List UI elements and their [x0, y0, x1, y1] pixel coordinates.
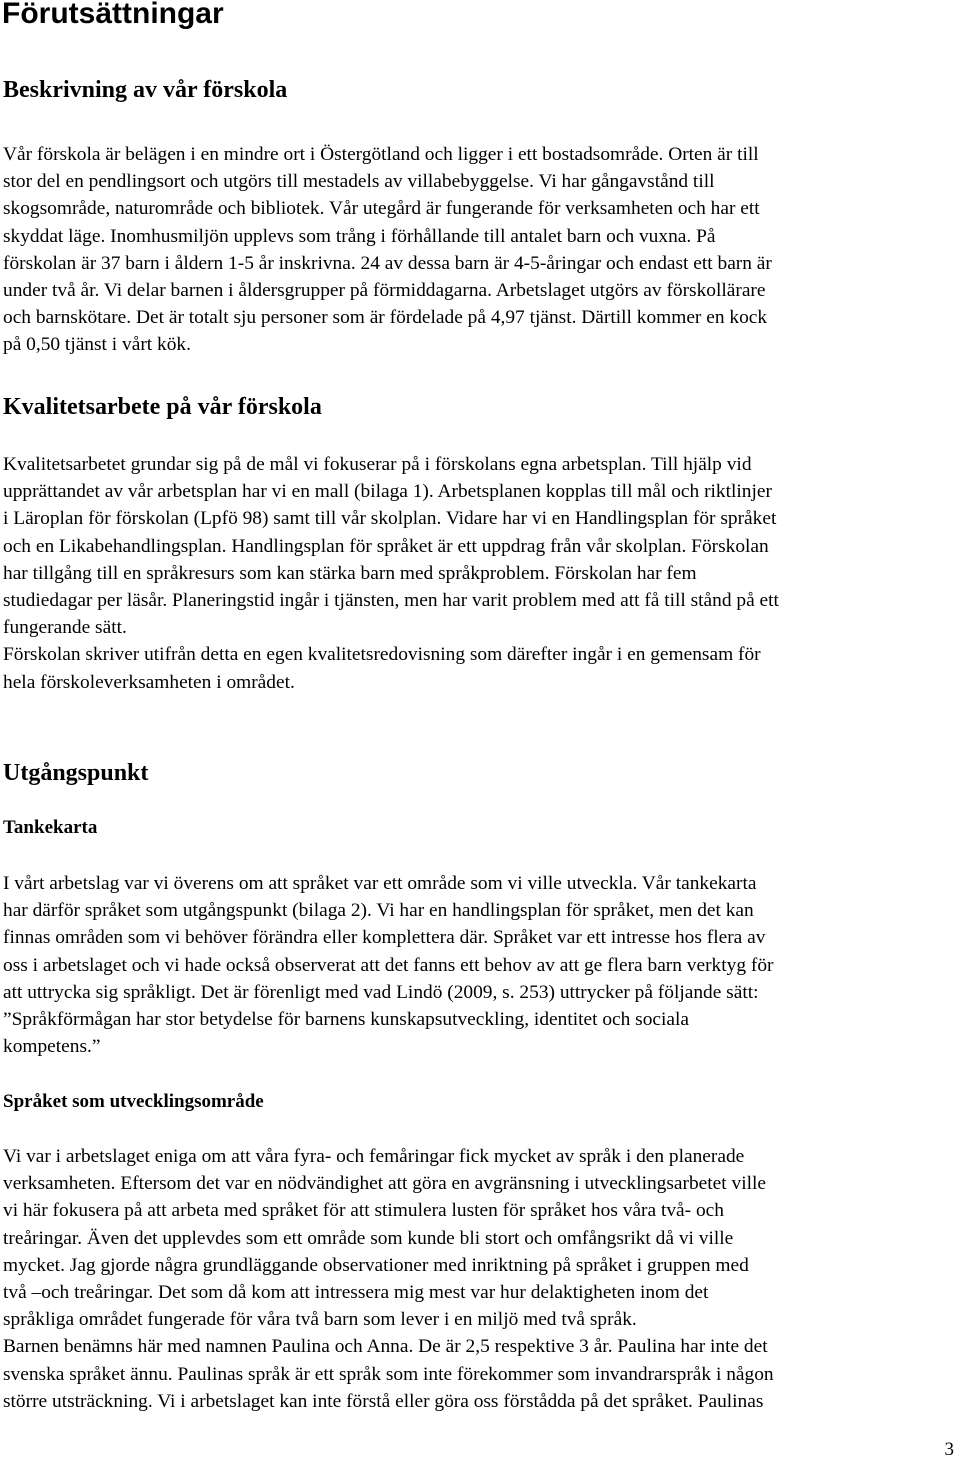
- paragraph-line: har tillgång till en språkresurs som kan stärka barn med språkproblem. Förskolan har fem: [3, 562, 697, 584]
- paragraph-line: Vår förskola är belägen i en mindre ort i Östergötland och ligger i ett bostadsområde. Orten är till: [3, 144, 759, 165]
- paragraph-line: studiedagar per läsår. Planeringstid ingår i tjänsten, men har varit problem med att få till stånd på ett: [3, 590, 779, 612]
- heading-kvalitetsarbete: Kvalitetsarbete på vår förskola: [3, 394, 322, 420]
- paragraph-line: vi här fokusera på att arbeta med språket för att stimulera lusten för språket hos våra två- och: [3, 1200, 724, 1222]
- paragraph-line: verksamheten. Eftersom det var en nödvändighet att göra en avgränsning i utvecklingsarbetet ville: [3, 1173, 766, 1195]
- paragraph-line: fungerande sätt.: [3, 617, 127, 639]
- paragraph-beskrivning: [3, 141, 772, 359]
- paragraph-line: finnas områden som vi behöver förändra eller komplettera där. Språket var ett intresse hos flera av: [3, 927, 766, 949]
- quote-line: kompetens.”: [3, 1036, 101, 1058]
- paragraph-line: Förskolan skriver utifrån detta en egen kvalitetsredovisning som därefter ingår i en gemensam för: [3, 644, 761, 666]
- paragraph-line: mycket. Jag gjorde några grundläggande observationer med inriktning på språket i gruppen med: [3, 1254, 749, 1276]
- page-number: 3: [944, 1439, 954, 1460]
- paragraph-line: på 0,50 tjänst i vårt kök.: [3, 334, 191, 356]
- paragraph-line: Barnen benämns här med namnen Paulina och Anna. De är 2,5 respektive 3 år. Paulina har inte det: [3, 1336, 768, 1358]
- paragraph-line: i Läroplan för förskolan (Lpfö 98) samt till vår skolplan. Vidare har vi en Handlingsplan för språket: [3, 508, 777, 530]
- paragraph-line: treåringar. Även det upplevdes som ett område som kunde bli stort och omfångsrikt då vi ville: [3, 1227, 734, 1249]
- heading-tankekarta: Tankekarta: [3, 817, 98, 838]
- paragraph-line: förskolan är 37 barn i åldern 1-5 år inskrivna. 24 av dessa barn är 4-5-åringar och endast ett barn är: [3, 252, 772, 274]
- paragraph-line: och barnskötare. Det är totalt sju personer som är fördelade på 4,97 tjänst. Därtill kommer en kock: [3, 307, 768, 329]
- paragraph-line: att uttrycka sig språkligt. Det är förenligt med vad Lindö (2009, s. 253) uttrycker på följande sätt:: [3, 981, 759, 1003]
- paragraph-line: hela förskoleverksamheten i området.: [3, 671, 295, 693]
- paragraph-kvalitetsarbete: [3, 451, 779, 696]
- paragraph-line: skyddat läge. Inomhusmiljön upplevs som trång i förhållande till antalet barn och vuxna. På: [3, 225, 716, 247]
- paragraph-line: skogsområde, naturområde och bibliotek. Vår utegård är fungerande för verksamheten och har ett: [3, 198, 760, 220]
- heading-spraket-utvecklingsomrade: Språket som utvecklingsområde: [3, 1091, 264, 1112]
- paragraph-line: oss i arbetslaget och vi hade också observerat att det fanns ett behov av att ge flera barn verktyg för: [3, 954, 774, 976]
- paragraph-line: upprättandet av vår arbetsplan har vi en mall (bilaga 1). Arbetsplanen kopplas till mål och riktlinjer: [3, 481, 772, 503]
- section-title: Förutsättningar: [2, 0, 224, 30]
- quote-line: ”Språkförmågan har stor betydelse för barnens kunskapsutveckling, identitet och sociala: [3, 1009, 690, 1031]
- paragraph-line: under två år. Vi delar barnen i åldersgrupper på förmiddagarna. Arbetslaget utgörs av förskollärare: [3, 280, 766, 302]
- paragraph-line: större utsträckning. Vi i arbetslaget kan inte förstå eller göra oss förstådda på det språket. Paulinas: [3, 1390, 764, 1412]
- paragraph-line: Kvalitetsarbetet grundar sig på de mål vi fokuserar på i förskolans egna arbetsplan. Till hjälp vid: [3, 454, 752, 475]
- paragraph-spraket: [3, 1143, 774, 1415]
- paragraph-line: och en Likabehandlingsplan. Handlingsplan för språket är ett uppdrag från vår skolplan. Förskolan: [3, 535, 769, 557]
- heading-utgangspunkt: Utgångspunkt: [3, 760, 149, 786]
- paragraph-line: språkliga området fungerade för våra två barn som lever i en miljö med två språk.: [3, 1309, 637, 1331]
- paragraph-line: har därför språket som utgångspunkt (bilaga 2). Vi har en handlingsplan för språket, men det kan: [3, 900, 754, 922]
- paragraph-line: två –och treåringar. Det som då kom att intressera mig mest var hur delaktigheten inom det: [3, 1282, 709, 1304]
- paragraph-line: Vi var i arbetslaget eniga om att våra fyra- och femåringar fick mycket av språk i den planerade: [3, 1146, 745, 1167]
- paragraph-line: svenska språket ännu. Paulinas språk är ett språk som inte förekommer som invandrarspråk i någon: [3, 1363, 774, 1385]
- paragraph-line: stor del en pendlingsort och utgörs till mestadels av villabebyggelse. Vi har gångavstånd till: [3, 171, 715, 193]
- paragraph-tankekarta: [3, 870, 773, 1060]
- heading-beskrivning: Beskrivning av vår förskola: [3, 77, 288, 103]
- paragraph-line: I vårt arbetslag var vi överens om att språket var ett område som vi ville utveckla. Vår tankekarta: [3, 873, 757, 894]
